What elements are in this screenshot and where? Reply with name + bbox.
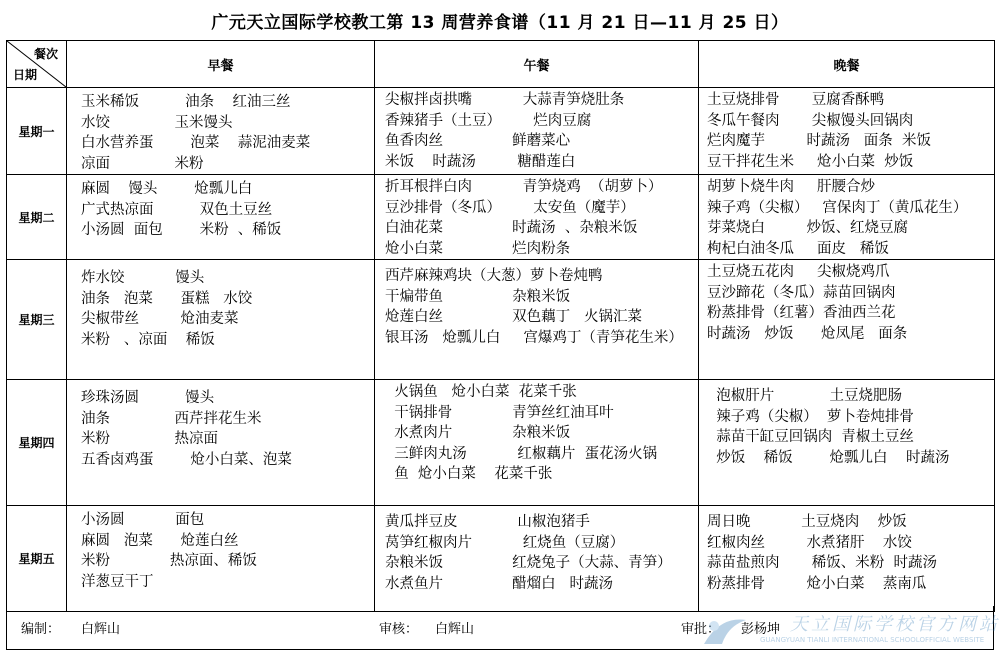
menu-line: 米粉 、凉面 稀饭 (81, 331, 215, 348)
menu-line: 豆沙排骨（冬瓜） 太安鱼（魔芋） (385, 199, 635, 216)
menu-line: 冬瓜午餐肉 尖椒馒头回锅肉 (707, 112, 914, 129)
menu-line: 三鲜肉丸汤 红椒藕片 蛋花汤火锅 (385, 445, 658, 462)
menu-line: 烂肉魔芋 时蔬汤 面条 米饭 (707, 133, 932, 149)
menu-line: 广式热凉面 双色土豆丝 (81, 201, 273, 218)
compiler-label: 编制： (21, 622, 61, 637)
menu-line: 珍珠汤圆 馒头 (81, 390, 215, 406)
menu-line: 水煮肉片 杂粮米饭 (385, 425, 571, 441)
day-label: 星期五 (7, 506, 67, 612)
menu-line: 尖椒带丝 炝油麦菜 (81, 311, 239, 327)
menu-line: 尖椒拌卤拱嘴 大蒜青笋烧肚条 (385, 92, 625, 108)
breakfast-cell (67, 506, 375, 612)
approver-label: 审批： (681, 622, 721, 637)
menu-line: 炒饭 稀饭 炝瓢儿白 时蔬汤 (707, 449, 950, 466)
lunch-cell (375, 88, 699, 175)
menu-line: 五香卤鸡蛋 炝小白菜、泡菜 (81, 451, 292, 468)
menu-line: 水煮鱼片 醋熘白 时蔬汤 (385, 575, 613, 592)
menu-line: 米饭 时蔬汤 糖醋莲白 (385, 153, 576, 170)
dinner-cell (699, 88, 995, 175)
corner-meal-label: 餐次 (33, 47, 58, 61)
menu-line: 麻圆 泡菜 炝莲白丝 (81, 532, 239, 549)
menu-line: 小汤圆 面包 (81, 512, 205, 528)
breakfast-cell (67, 380, 375, 506)
menu-line: 油条 西芹拌花生米 (81, 410, 262, 427)
menu-line: 米粉 热凉面、稀饭 (81, 553, 257, 569)
menu-line: 火锅鱼 炝小白菜 花菜千张 (385, 384, 577, 400)
menu-line: 莴笋红椒肉片 红烧鱼（豆腐） (385, 534, 625, 551)
menu-row (7, 175, 995, 260)
menu-row (7, 380, 995, 506)
menu-line: 豆沙蹄花（冬瓜）蒜苗回锅肉 (707, 284, 896, 301)
menu-line: 蒜苗干缸豆回锅肉 青椒土豆丝 (707, 429, 914, 445)
day-label: 星期一 (7, 88, 67, 175)
menu-line: 芽菜烧白 炒饭、红烧豆腐 (707, 220, 908, 236)
menu-line: 鱼香肉丝 鲜蘑菜心 (385, 133, 571, 149)
menu-line: 干煸带鱼 杂粮米饭 (385, 288, 571, 305)
reviewer-name: 白辉山 (435, 622, 475, 637)
menu-line: 胡萝卜烧牛肉 肝腰合炒 (707, 179, 876, 195)
menu-line: 凉面 米粉 (81, 155, 204, 172)
dinner-cell (699, 260, 995, 380)
menu-line: 小汤圆 面包 米粉 、稀饭 (81, 222, 282, 238)
menu-row (7, 506, 995, 612)
dinner-cell (699, 506, 995, 612)
menu-line: 银耳汤 炝瓢儿白 宫爆鸡丁（青笋花生米） (385, 329, 683, 346)
menu-line: 黄瓜拌豆皮 山椒泡猪手 (385, 514, 590, 530)
menu-table (6, 40, 995, 612)
lunch-cell (375, 175, 699, 260)
menu-line: 时蔬汤 炒饭 炝凤尾 面条 (707, 325, 908, 342)
menu-line: 蒜苗盐煎肉 稀饭、米粉 时蔬汤 (707, 555, 937, 571)
menu-line: 白水营养蛋 泡菜 蒜泥油麦菜 (81, 135, 311, 151)
menu-line: 粉蒸排骨（红薯）香油西兰花 (707, 305, 896, 321)
header-breakfast: 早餐 (67, 41, 375, 88)
menu-line: 洋葱豆干丁 (81, 573, 154, 590)
menu-line: 土豆烧五花肉 尖椒烧鸡爪 (707, 264, 890, 280)
approver-name: 彭杨坤 (741, 622, 781, 637)
lunch-cell (375, 260, 699, 380)
menu-line: 鱼 炝小白菜 花菜千张 (385, 466, 553, 482)
watermark-text: 天立国际学校官方网站 (790, 614, 1000, 635)
menu-line: 干锅排骨 青笋丝红油耳叶 (385, 404, 614, 421)
compiler-name: 白辉山 (81, 622, 121, 637)
menu-line: 白油花菜 时蔬汤 、杂粮米饭 (385, 220, 638, 236)
menu-line: 红椒肉丝 水煮猪肝 水饺 (707, 534, 912, 551)
header-dinner: 晚餐 (699, 41, 995, 88)
menu-line: 折耳根拌白肉 青笋烧鸡 （胡萝卜） (385, 179, 663, 195)
menu-line: 辣子鸡（尖椒） 萝卜卷炖排骨 (707, 408, 914, 425)
menu-line: 辣子鸡（尖椒） 宫保肉丁（黄瓜花生） (707, 199, 968, 216)
day-label: 星期三 (7, 260, 67, 380)
menu-line: 豆干拌花生米 炝小白菜 炒饭 (707, 153, 914, 170)
menu-line: 杂粮米饭 红烧兔子（大蒜、青笋） (385, 555, 672, 571)
menu-line: 西芹麻辣鸡块（大葱）萝卜卷炖鸭 (385, 268, 603, 284)
menu-line: 炸水饺 馒头 (81, 270, 205, 286)
menu-body (7, 88, 995, 612)
page-title: 广元天立国际学校教工第 13 周营养食谱（11 月 21 日—11 月 25 日） (211, 13, 789, 33)
menu-line: 香辣猪手（土豆） 烂肉豆腐 (385, 112, 592, 129)
day-label: 星期四 (7, 380, 67, 506)
watermark-logo-icon (700, 614, 750, 648)
menu-line: 油条 泡菜 蛋糕 水饺 (81, 290, 253, 307)
breakfast-cell (67, 175, 375, 260)
menu-line: 土豆烧排骨 豆腐香酥鸭 (707, 92, 885, 108)
menu-line: 麻圆 馒头 炝瓢儿白 (81, 181, 253, 197)
menu-line: 水饺 玉米馒头 (81, 114, 233, 131)
watermark (700, 610, 1000, 650)
menu-row (7, 260, 995, 380)
header-corner (7, 41, 67, 88)
header-lunch: 午餐 (375, 41, 699, 88)
menu-line: 枸杞白油冬瓜 面皮 稀饭 (707, 240, 889, 257)
lunch-cell (375, 506, 699, 612)
dinner-cell (699, 380, 995, 506)
menu-line: 周日晚 土豆烧肉 炒饭 (707, 514, 907, 530)
menu-line: 炝莲白丝 双色藕丁 火锅汇菜 (385, 309, 642, 325)
menu-line: 粉蒸排骨 炝小白菜 蒸南瓜 (707, 575, 927, 592)
watermark-subtext: GUANGYUAN TIANLI INTERNATIONAL SCHOOLOFFICIAL WEBSITE (760, 636, 985, 644)
day-label: 星期二 (7, 175, 67, 260)
dinner-cell (699, 175, 995, 260)
reviewer-label: 审核： (379, 622, 419, 637)
menu-line: 玉米稀饭 油条 红油三丝 (81, 94, 291, 110)
breakfast-cell (67, 260, 375, 380)
menu-line: 米粉 热凉面 (81, 431, 219, 447)
lunch-cell (375, 380, 699, 506)
corner-date-label: 日期 (13, 68, 38, 82)
menu-line: 泡椒肝片 土豆烧肥肠 (707, 388, 903, 404)
menu-line: 炝小白菜 烂肉粉条 (385, 240, 571, 257)
breakfast-cell (67, 88, 375, 175)
menu-row (7, 88, 995, 175)
